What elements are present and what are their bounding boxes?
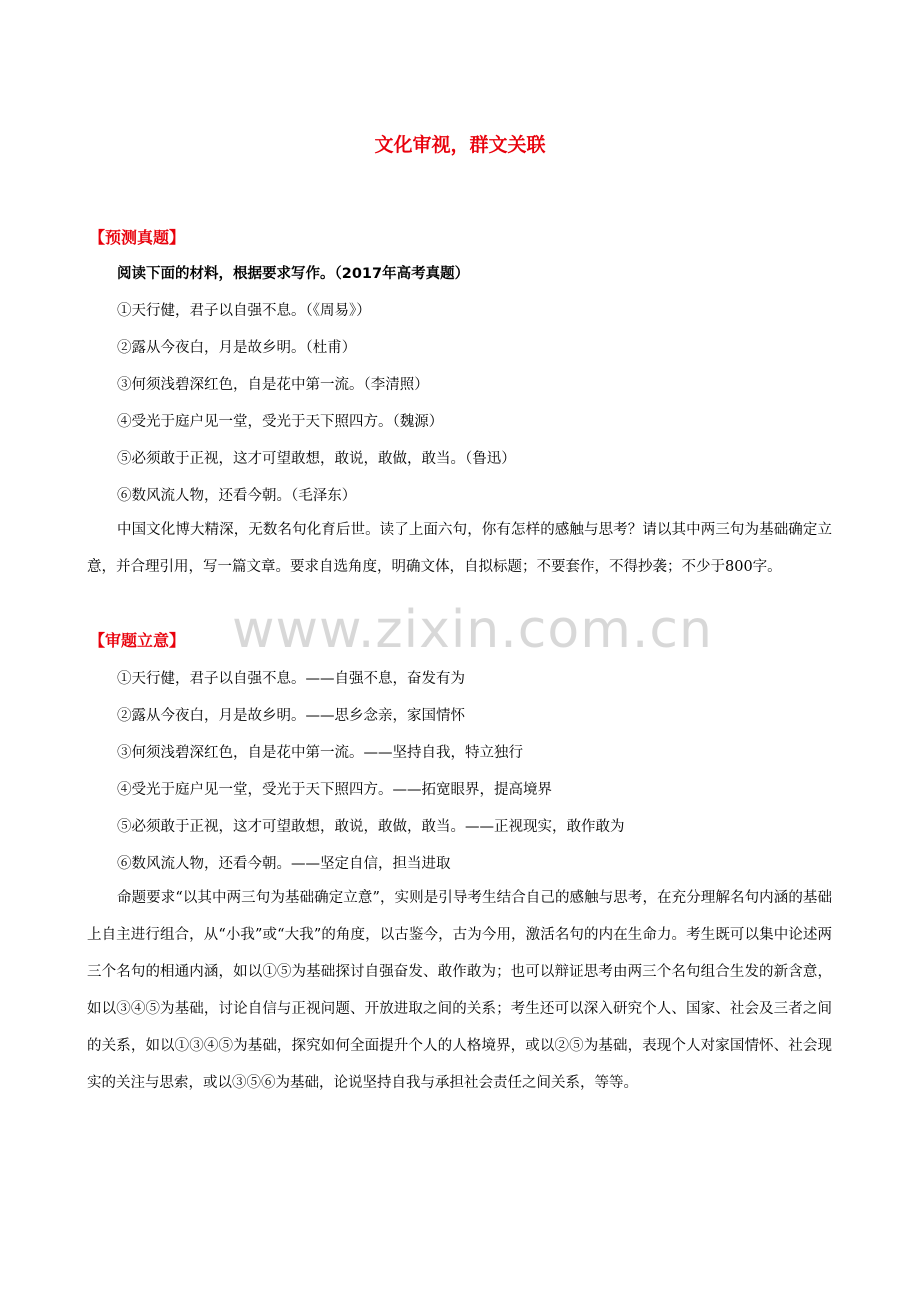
page-title: 文化审视，群文关联: [374, 134, 546, 156]
prompt-line: 阅读下面的材料，根据要求写作。（2017年高考真题）: [117, 266, 470, 282]
watermark: www.zixin.com.cn: [232, 600, 713, 660]
analysis-item-1: ①天行健，君子以自强不息。——自强不息，奋发有为: [117, 671, 465, 687]
task-paragraph: 中国文化博大精深，无数名句化育后世。读了上面六句，你有怎样的感触与思考？请以其中两三句为基础确定立意，并合理引用，写一篇文章。要求自选角度，明确文体，自拟标题；不要套作，不得抄袭；不少于800字。: [87, 522, 832, 575]
section-heading-analysis: 【审题立意】: [89, 631, 186, 650]
analysis-item-4: ④受光于庭户见一堂，受光于天下照四方。——拓宽眼界，提高境界: [117, 782, 552, 798]
quote-2: ②露从今夜白，月是故乡明。（杜甫）: [117, 340, 357, 356]
quote-5: ⑤必须敢于正视，这才可望敢想，敢说，敢做，敢当。（鲁迅）: [117, 451, 516, 467]
quote-3: ③何须浅碧深红色，自是花中第一流。（李清照）: [117, 377, 429, 393]
analysis-paragraph: 命题要求“以其中两三句为基础确定立意”，实则是引导考生结合自己的感触与思考，在充分理解名句内涵的基础上自主进行组合，从“小我”或“大我”的角度，以古鉴今，古为今用，激活名句的内在生命力。考生既可以集中论述两三个名句的相通内涵，如以①⑤为基础探讨自强奋发、敢作敢为；也可以辩证思考由两三个名句组合生发的新含意，如以③④⑤为基础，讨论自信与正视问题、开放进取之间的关系；考生还可以深入研究个人、国家、社会及三者之间的关系，如以①③④⑤为基础，探究如何全面提升个人的人格境界，或以②⑤为基础，表现个人对家国情怀、社会现实的关注与思索，或以③⑤⑥为基础，论说坚持自我与承担社会责任之间关系，等等。: [87, 890, 832, 1091]
analysis-item-2: ②露从今夜白，月是故乡明。——思乡念亲，家国情怀: [117, 708, 465, 724]
analysis-item-6: ⑥数风流人物，还看今朝。——坚定自信，担当进取: [117, 856, 451, 872]
quote-6: ⑥数风流人物，还看今朝。（毛泽东）: [117, 488, 357, 504]
analysis-item-5: ⑤必须敢于正视，这才可望敢想，敢说，敢做，敢当。——正视现实，敢作敢为: [117, 819, 625, 835]
quote-4: ④受光于庭户见一堂，受光于天下照四方。（魏源）: [117, 414, 444, 430]
quote-1: ①天行健，君子以自强不息。（《周易》）: [117, 303, 371, 319]
section-heading-prediction: 【预测真题】: [89, 228, 186, 247]
analysis-item-3: ③何须浅碧深红色，自是花中第一流。——坚持自我，特立独行: [117, 745, 523, 761]
